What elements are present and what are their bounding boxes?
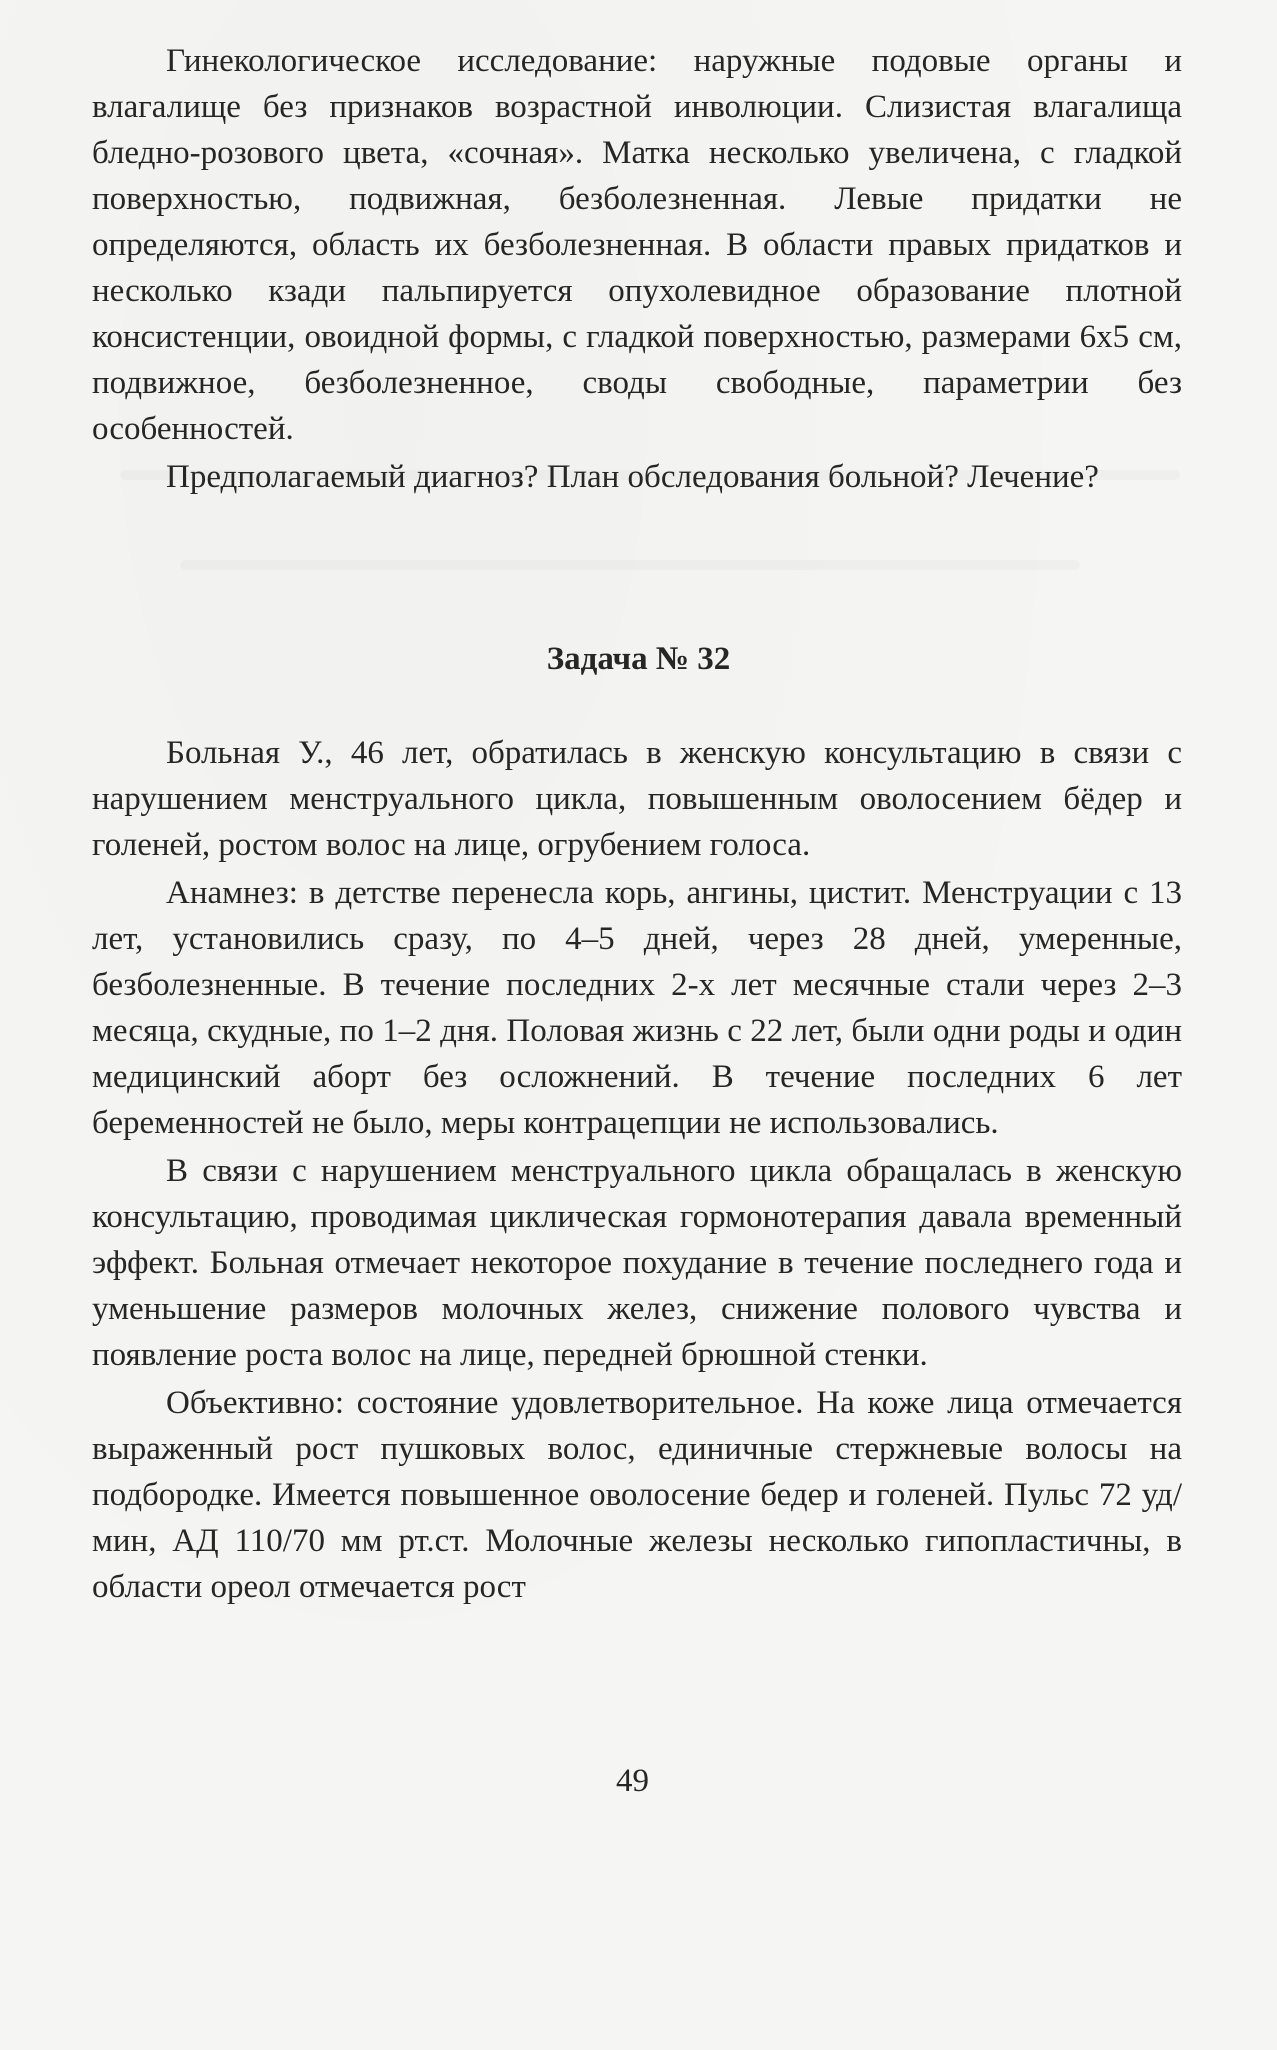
show-through-shadow xyxy=(180,560,1080,570)
problem-heading: Задача № 32 xyxy=(546,641,731,677)
complaints-paragraph: Больная У., 46 лет, обратилась в женскую консультацию в связи с нарушением менструального цикла, повышенным оволосением бёдер и голеней, ростом волос на лице, огрубением голоса. xyxy=(92,735,1182,863)
page-number: 49 xyxy=(616,1763,649,1799)
history-paragraph: В связи с нарушением менструального цикла обращалась в женскую консультацию, проводимая циклическая гормонотерапия давала временный эффект. Больная отмечает некоторое похудание в течение последнего года и уменьшение размеров молочных желез, снижение полового чувства и появление роста волос на лице, передней брюшной стенки. xyxy=(92,1153,1182,1373)
objective-paragraph: Объективно: состояние удовлетворительное. На коже лица отмечается выраженный рост пушковых волос, единичные стержневые волосы на подбородке. Имеется повышенное оволосение бедер и голеней. Пульс 72 уд/мин, АД 110/70 мм рт.ст. Молочные железы несколько гипопластичны, в области ореол отмечается рост xyxy=(92,1385,1182,1605)
continued-problem-text xyxy=(92,38,1182,500)
problem-32-text xyxy=(92,730,1182,1610)
exam-paragraph: Гинекологическое исследование: наружные подовые органы и влагалище без признаков возрастной инволюции. Слизистая влагалища бледно-розового цвета, «сочная». Матка несколько увеличена, с гладкой поверхностью, подвижная, безболезненная. Левые придатки не определяются, область их безболезненная. В области правых придатков и несколько кзади пальпируется опухолевидное образование плотной консистенции, овоидной формы, с гладкой поверхностью, размерами 6х5 см, подвижное, безболезненное, своды свободные, параметрии без особенностей. xyxy=(92,43,1182,447)
questions-paragraph: Предполагаемый диагноз? План обследования больной? Лечение? xyxy=(166,459,1099,495)
anamnesis-paragraph: Анамнез: в детстве перенесла корь, ангины, цистит. Менструации с 13 лет, установились сразу, по 4–5 дней, через 28 дней, умеренные, безболезненные. В течение последних 2-х лет месячные стали через 2–3 месяца, скудные, по 1–2 дня. Половая жизнь с 22 лет, были одни роды и один медицинский аборт без осложнений. В течение последних 6 лет беременностей не было, меры контрацепции не использовались. xyxy=(92,875,1182,1141)
